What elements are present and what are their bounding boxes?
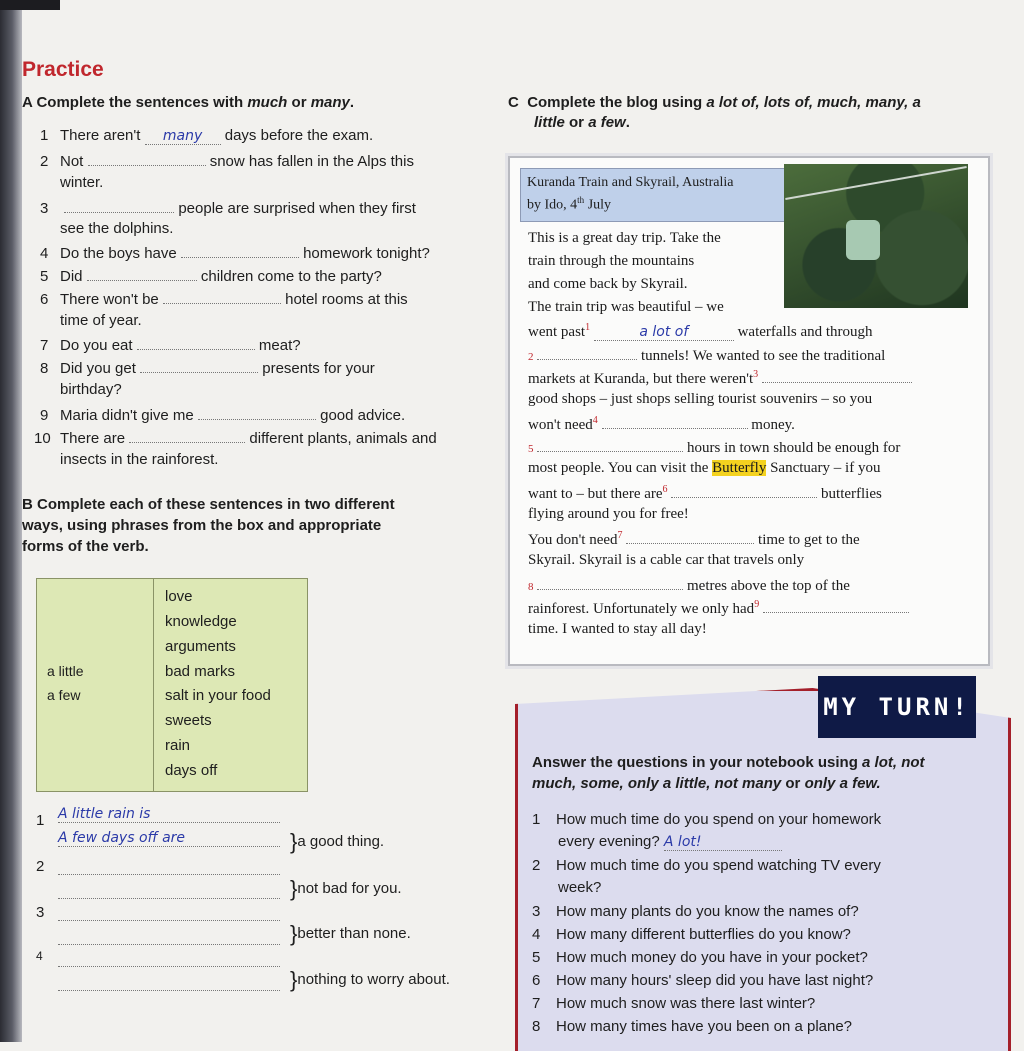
answer-field-a10[interactable] — [129, 428, 245, 443]
answer-field-b4a[interactable] — [58, 952, 280, 967]
blog-answer-8[interactable] — [537, 575, 683, 590]
question-1-cont: every evening? A lot! — [558, 833, 782, 851]
blog-answer-9[interactable] — [763, 598, 909, 613]
blog-answer-6[interactable] — [671, 483, 817, 498]
blog-title: Kuranda Train and Skyrail, Australia — [527, 175, 734, 190]
question-4: 4 How many different butterflies do you know? — [532, 926, 851, 943]
answer-field-b4b[interactable] — [58, 976, 280, 991]
highlighted-word: Butterfly — [712, 460, 767, 476]
exercise-a-item-3: 3 people are surprised when they first — [40, 200, 416, 217]
question-5: 5 How much money do you have in your pocket? — [532, 949, 868, 966]
skyrail-photo — [784, 164, 968, 308]
answer-field-a2[interactable] — [88, 151, 206, 166]
blog-header — [520, 168, 792, 222]
section-c-instruction: C Complete the blog using a lot of, lots of, much, many, a little or a few. — [508, 94, 921, 131]
cable-line — [785, 166, 967, 200]
box-phrase: knowledge — [165, 613, 237, 630]
blog-answer-2[interactable] — [537, 345, 637, 360]
answer-field-a8[interactable] — [140, 358, 258, 373]
answer-field-a6[interactable] — [163, 289, 281, 304]
answer-field-q1[interactable]: A lot! — [664, 834, 782, 851]
exercise-a-item-8: 8 Did you get presents for your — [40, 360, 375, 377]
answer-field-a5[interactable] — [87, 266, 197, 281]
exercise-b-item-number: 3 — [36, 904, 45, 921]
exercise-a-item-7: 7 Do you eat meat? — [40, 337, 301, 354]
exercise-a-item-6-cont: time of year. — [60, 312, 142, 329]
answer-field-b1a[interactable]: A little rain is — [58, 806, 280, 823]
exercise-a-item-2-cont: winter. — [60, 174, 104, 191]
box-phrase: sweets — [165, 712, 212, 729]
answer-field-a4[interactable] — [181, 243, 299, 258]
answer-field-a1[interactable]: many — [145, 128, 221, 145]
section-a-instruction: A Complete the sentences with much or many. — [22, 94, 355, 111]
exercise-a-item-10-cont: insects in the rainforest. — [60, 451, 219, 468]
section-b-letter: B — [22, 496, 33, 513]
question-2: 2 How much time do you spend watching TV every — [532, 857, 881, 874]
exercise-b-item-4-end: }nothing to worry about. — [290, 967, 450, 992]
box-phrase: rain — [165, 737, 191, 754]
answer-field-b3a[interactable] — [58, 906, 280, 921]
my-turn-badge: MY TURN! — [818, 676, 976, 738]
exercise-a-item-1: 1 There aren't many days before the exam. — [40, 127, 374, 144]
box-phrase: salt in your food — [165, 687, 271, 704]
section-a-letter: A — [22, 94, 33, 111]
exercise-a-item-8-cont: birthday? — [60, 381, 122, 398]
exercise-a-item-4: 4 Do the boys have homework tonight? — [40, 245, 430, 262]
question-3: 3 How many plants do you know the names of? — [532, 903, 859, 920]
section-b-instruction: B Complete each of these sentences in two different ways, using phrases from the box and appropriate forms of the verb. — [22, 496, 395, 555]
exercise-a-item-3-cont: see the dolphins. — [60, 220, 174, 237]
page-corner — [0, 0, 60, 10]
blog-answer-1[interactable]: a lot of — [594, 324, 734, 341]
exercise-b-item-number: 2 — [36, 858, 45, 875]
answer-field-a9[interactable] — [198, 405, 316, 420]
question-2-cont: week? — [558, 879, 602, 896]
exercise-a-item-5: 5 Did children come to the party? — [40, 268, 382, 285]
exercise-b-item-1-end: }a good thing. — [290, 829, 385, 854]
question-8: 8 How many times have you been on a plane? — [532, 1018, 853, 1035]
cable-car-gondola — [846, 220, 880, 260]
exercise-b-item-3-end: }better than none. — [290, 921, 411, 946]
exercise-b-item-number: 1 — [36, 812, 45, 829]
exercise-b-item-number: 4 — [36, 949, 43, 963]
blog-answer-5[interactable] — [537, 437, 683, 452]
box-quantifier: a few — [47, 687, 81, 703]
page-title: Practice — [22, 58, 104, 81]
answer-field-b3b[interactable] — [58, 930, 280, 945]
exercise-a-item-6: 6 There won't be hotel rooms at this — [40, 291, 408, 308]
blog-answer-4[interactable] — [602, 414, 748, 429]
blog-byline: by Ido, 4th July — [527, 195, 612, 213]
answer-field-b2a[interactable] — [58, 860, 280, 875]
question-6: 6 How many hours' sleep did you have last night? — [532, 972, 874, 989]
exercise-a-item-10: 10 There are different plants, animals and — [34, 430, 437, 447]
exercise-b-item-2-end: }not bad for you. — [290, 876, 402, 901]
blog-answer-3[interactable] — [762, 368, 912, 383]
answer-field-b1b[interactable]: A few days off are — [58, 830, 280, 847]
blog-panel: Kuranda Train and Skyrail, Australia by Ido, 4th July This is a great day trip. Take the train through the mountains and come back by Skyrail. The train trip was beautiful – we went past$^1$ a lot of waterfalls and through 2 tunnels! We wanted to see the traditional markets at Kuranda, but there $weren't^3$ good shops – just shops selling tourist souvenirs – so you won't need$^4$ money. 5 hours in town should be enough for most people. You can visit the Butterfly Sanctuary – if you want to – but there are$^6$ butterflies flying around you for free! You don't need$^7$ time to get to the Skyrail. Skyrail is a cable car that travels only 8 metres above the top of the rainforest. Unfortunately we only had$^9$ time. I wanted to stay all day! — [508, 156, 990, 666]
blog-answer-7[interactable] — [626, 529, 754, 544]
book-spine-shadow — [0, 0, 22, 1042]
section-c-letter: C — [508, 94, 519, 111]
answer-field-b2b[interactable] — [58, 884, 280, 899]
question-1: 1 How much time do you spend on your homework — [532, 811, 882, 828]
box-phrase: love — [165, 588, 193, 605]
question-7: 7 How much snow was there last winter? — [532, 995, 816, 1012]
answer-field-a7[interactable] — [137, 335, 255, 350]
answer-field-a3[interactable] — [64, 198, 174, 213]
phrase-box — [36, 578, 308, 792]
box-phrase: days off — [165, 762, 218, 779]
exercise-a-item-9: 9 Maria didn't give me good advice. — [40, 407, 406, 424]
box-quantifier: a little — [47, 663, 84, 679]
phrase-box-divider — [153, 579, 154, 791]
my-turn-instruction: Answer the questions in your notebook using a lot, not much, some, only a little, not many or only a few. — [532, 754, 925, 792]
exercise-a-item-2: 2 Not snow has fallen in the Alps this — [40, 153, 414, 170]
box-phrase: bad marks — [165, 663, 236, 680]
box-phrase: arguments — [165, 638, 236, 655]
